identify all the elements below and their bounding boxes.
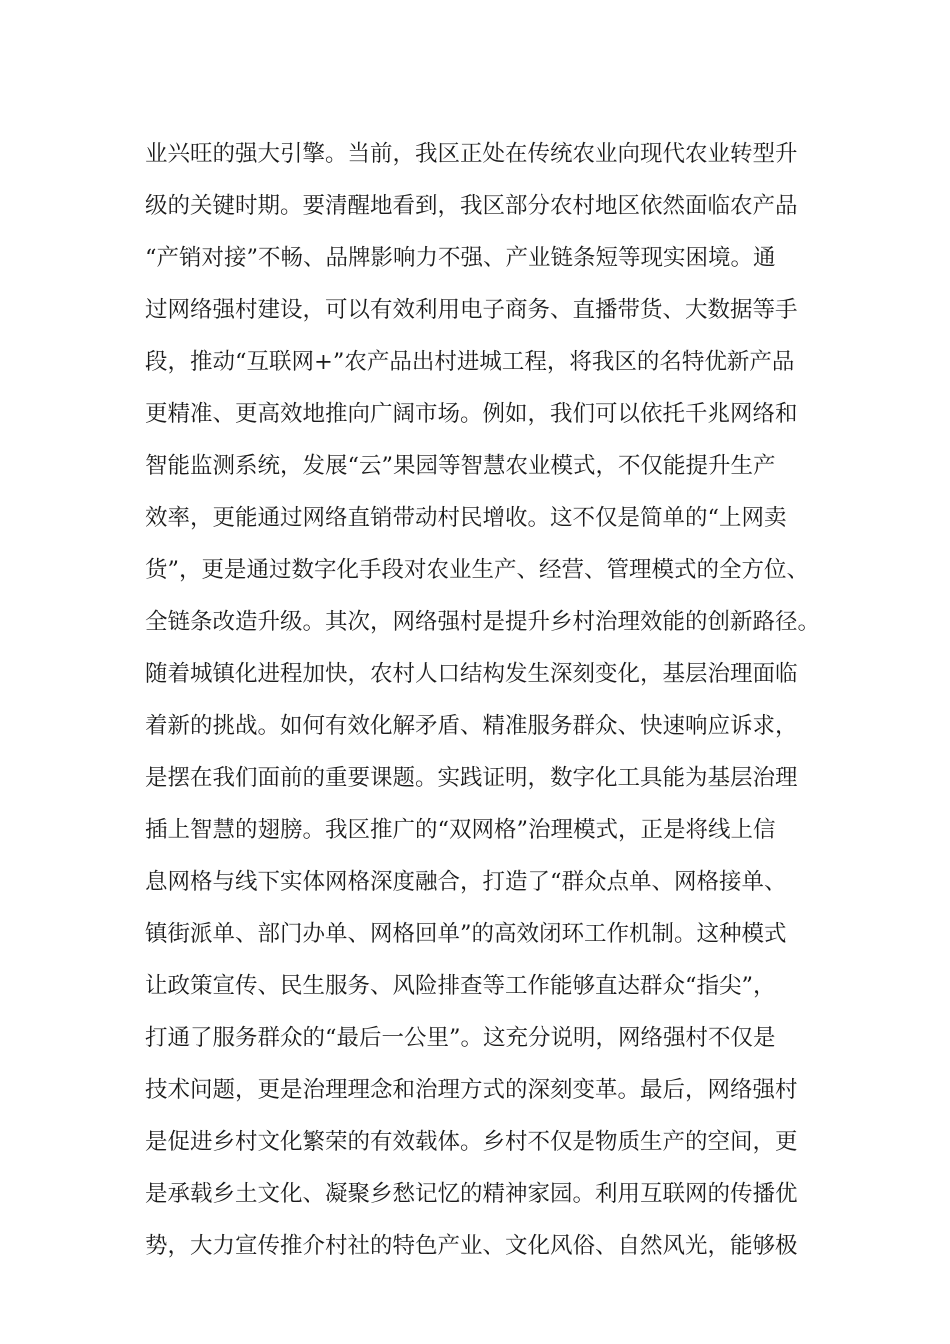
text-line: “产销对接”不畅、品牌影响力不强、产业链条短等现实困境。通 (145, 245, 776, 271)
text-line: 插上智慧的翅膀。我区推广的“双网格”治理模式，正是将线上信 (145, 817, 776, 843)
text-line: 段，推动“互联网+”农产品出村进城工程，将我区的名特优新产品 (145, 349, 795, 375)
text-line: 镇街派单、部门办单、网格回单”的高效闭环工作机制。这种模式 (145, 921, 787, 947)
text-line: 是摆在我们面前的重要课题。实践证明，数字化工具能为基层治理 (145, 765, 798, 791)
text-line: 货”，更是通过数字化手段对农业生产、经营、管理模式的全方位、 (145, 557, 810, 583)
text-line: 智能监测系统，发展“云”果园等智慧农业模式，不仅能提升生产 (145, 453, 776, 479)
text-line: 更精准、更高效地推向广阔市场。例如，我们可以依托千兆网络和 (145, 401, 798, 427)
text-line: 过网络强村建设，可以有效利用电子商务、直播带货、大数据等手 (145, 297, 798, 323)
text-line: 级的关键时期。要清醒地看到，我区部分农村地区依然面临农产品 (145, 193, 798, 219)
text-line: 打通了服务群众的“最后一公里”。这充分说明，网络强村不仅是 (145, 1025, 776, 1051)
text-line: 业兴旺的强大引擎。当前，我区正处在传统农业向现代农业转型升 (145, 141, 798, 167)
text-line: 效率，更能通过网络直销带动村民增收。这不仅是简单的“上网卖 (145, 505, 787, 531)
text-line: 全链条改造升级。其次，网络强村是提升乡村治理效能的创新路径。 (145, 609, 821, 635)
text-line: 随着城镇化进程加快，农村人口结构发生深刻变化，基层治理面临 (145, 661, 798, 687)
body-text (145, 128, 825, 1272)
text-line: 让政策宣传、民生服务、风险排查等工作能够直达群众“指尖”， (145, 973, 776, 999)
text-line: 着新的挑战。如何有效化解矛盾、精准服务群众、快速响应诉求， (145, 713, 798, 739)
text-line: 是促进乡村文化繁荣的有效载体。乡村不仅是物质生产的空间，更 (145, 1129, 798, 1155)
text-line: 势，大力宣传推介村社的特色产业、文化风俗、自然风光，能够极 (145, 1233, 798, 1259)
text-line: 是承载乡土文化、凝聚乡愁记忆的精神家园。利用互联网的传播优 (145, 1181, 798, 1207)
text-line: 技术问题，更是治理理念和治理方式的深刻变革。最后，网络强村 (145, 1077, 798, 1103)
text-line: 息网格与线下实体网格深度融合，打造了“群众点单、网格接单、 (145, 869, 787, 895)
